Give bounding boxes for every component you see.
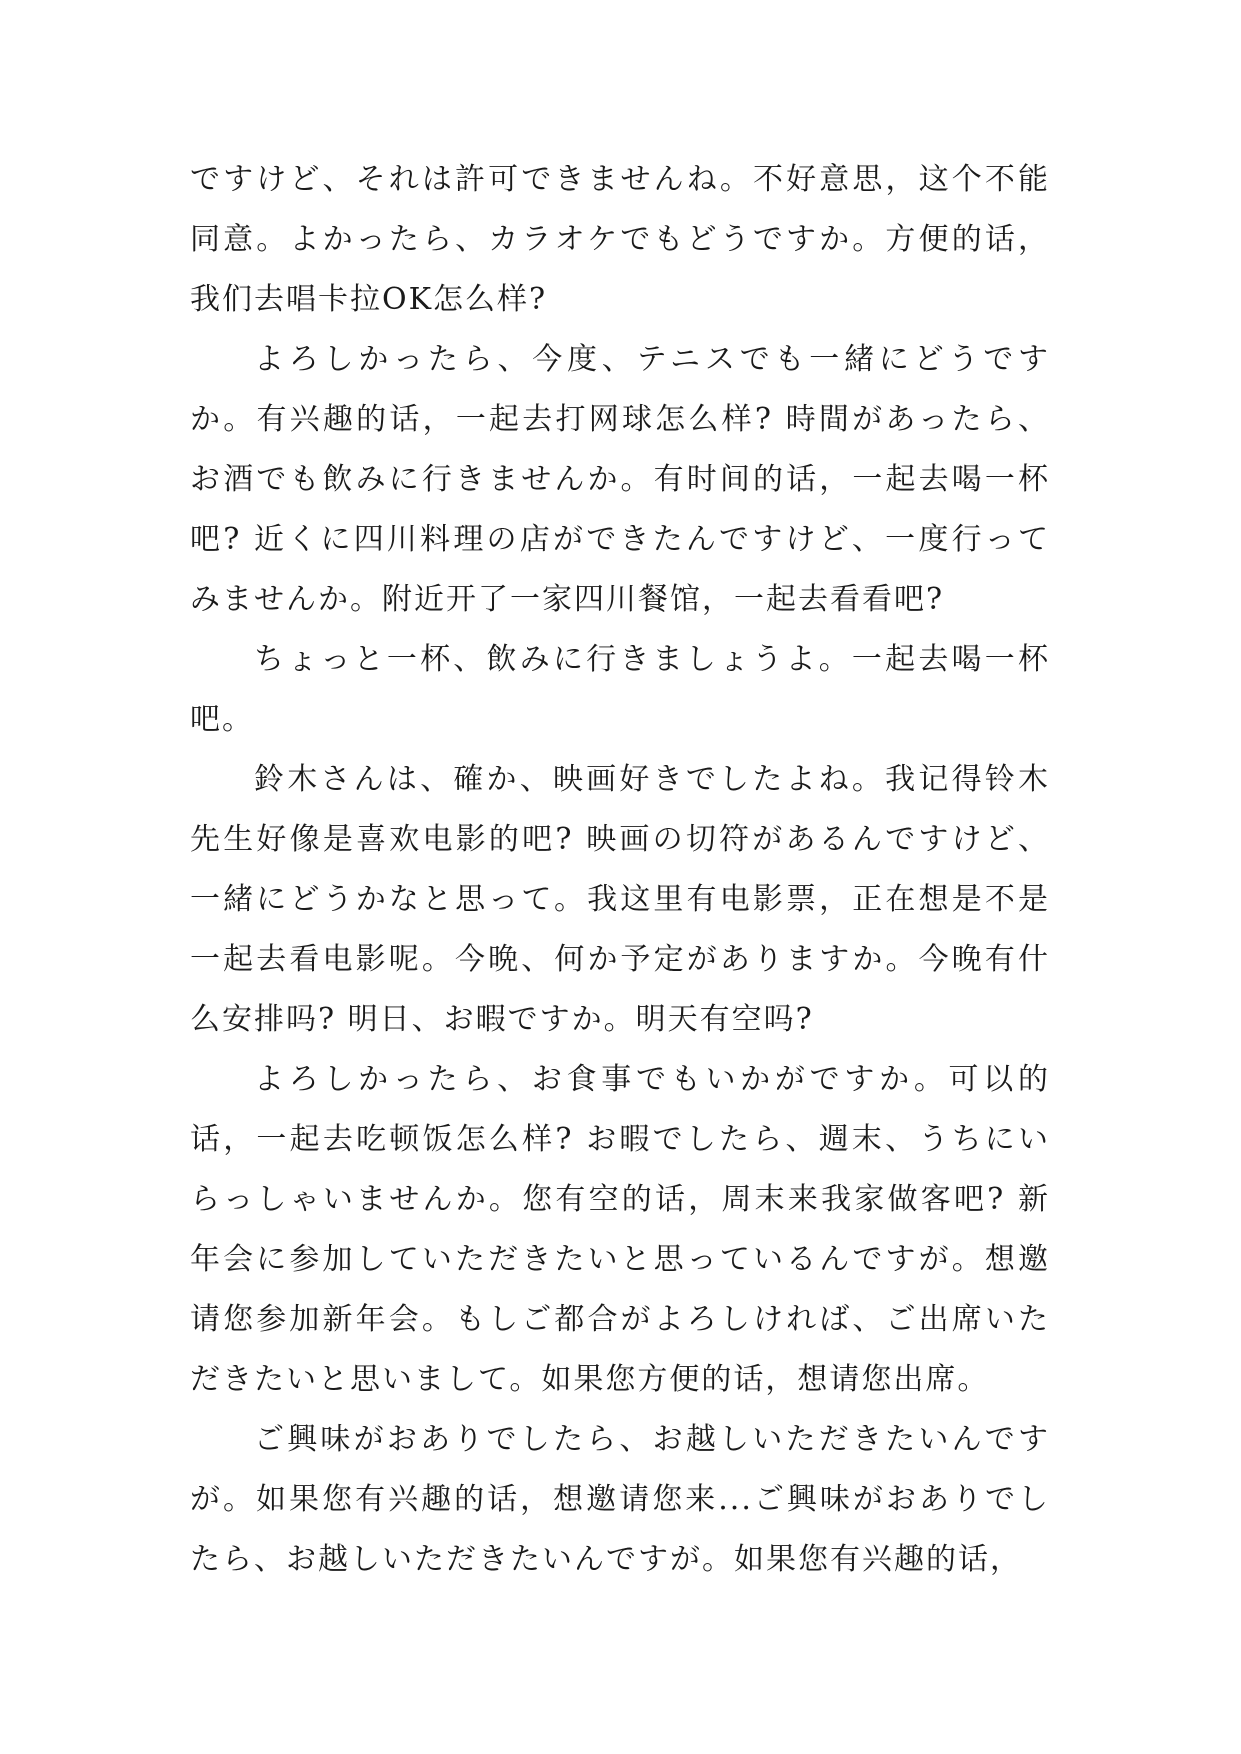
paragraph: ちょっと一杯、飲みに行きましょうよ。一起去喝一杯吧。 [190,642,1050,737]
paragraph: よろしかったら、お食事でもいかがですか。可以的话，一起去吃顿饭怎么样? お暇でしたら、週末、うちにいらっしゃいませんか。您有空的话，周末来我家做客吧? 新年会に参加していただきたいと思っているんですが。想邀请您参加新年会。もしご都合がよろしければ、ご出席いただきたいと思いまして。如果您方便的话，想请您出席。 [190,1062,1050,1397]
paragraph: 鈴木さんは、確か、映画好きでしたよね。我记得铃木先生好像是喜欢电影的吧? 映画の切符があるんですけど、一緒にどうかなと思って。我这里有电影票，正在想是不是一起去看电影呢。今晩、何か予定がありますか。今晚有什么安排吗? 明日、お暇ですか。明天有空吗? [190,762,1050,1037]
paragraph: ですけど、それは許可できませんね。不好意思，这个不能同意。よかったら、カラオケでもどうですか。方便的话，我们去唱卡拉OK怎么样? [190,162,1050,317]
document-page [190,150,1050,1590]
paragraph: よろしかったら、今度、テニスでも一緒にどうですか。有兴趣的话，一起去打网球怎么样? 時間があったら、お酒でも飲みに行きませんか。有时间的话，一起去喝一杯吧? 近くに四川料理の店ができたんですけど、一度行ってみませんか。附近开了一家四川餐馆，一起去看看吧? [190,342,1050,617]
paragraph: ご興味がおありでしたら、お越しいただきたいんですが。如果您有兴趣的话，想邀请您来...ご興味がおありでしたら、お越しいただきたいんですが。如果您有兴趣的话， [190,1422,1050,1577]
